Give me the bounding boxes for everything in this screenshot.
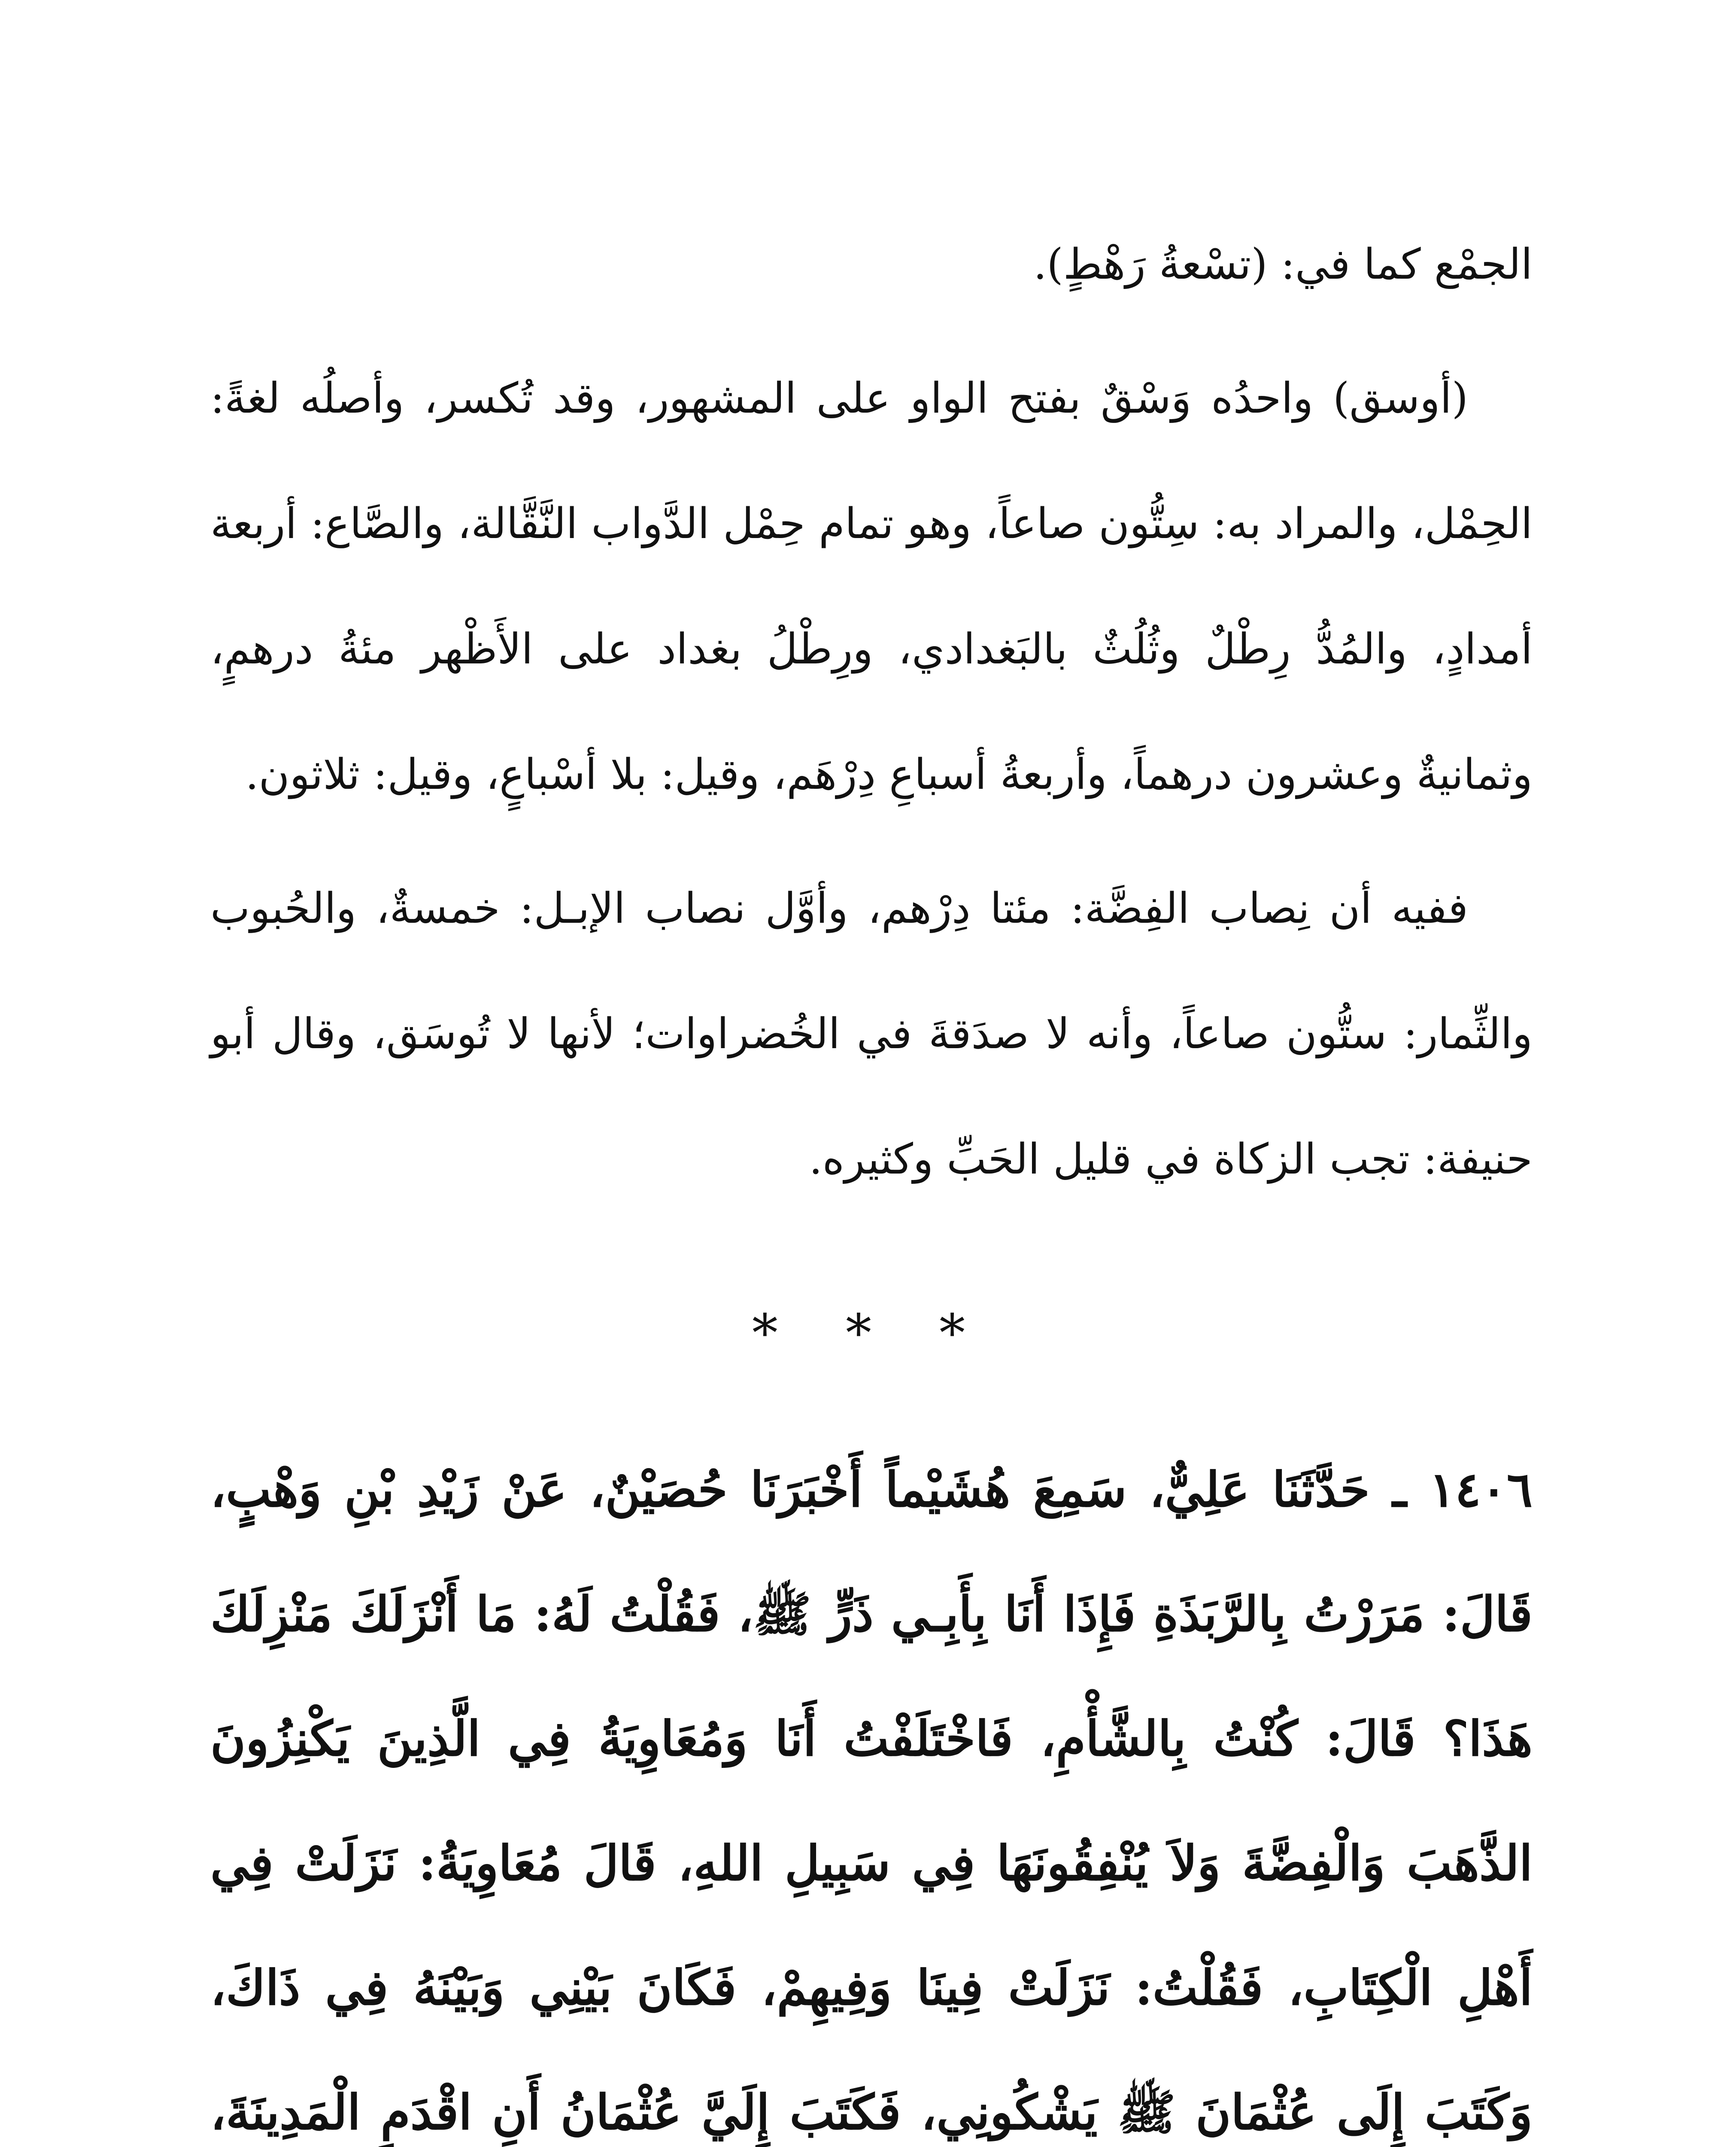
commentary-paragraph-3: ففيه أن نِصاب الفِضَّة: مئتا دِرْهم، وأوَّل نصاب الإبـل: خمسةٌ، والحُبوب والثِّمار: ستُّون صاعاً، وأنه لا صدَقةَ في الخُضراوات؛ لأنها لا تُوسَق، وقال أبو حنيفة: تجب الزكاة في قليل الحَبِّ وكثيره. — [210, 884, 1533, 1184]
section-separator: * * * — [752, 1304, 991, 1363]
commentary-section — [210, 202, 1533, 1222]
commentary-paragraph-1: الجمْع كما في: (تسْعةُ رَهْطٍ). — [1033, 240, 1533, 289]
page-body — [210, 202, 1533, 2147]
hadith-section — [210, 1428, 1533, 2147]
commentary-paragraph-2: (أوسق) واحدُه وَسْقٌ بفتح الواو على المشهور، وقد تُكسر، وأصلُه لغةً: الحِمْل، والمراد به: سِتُّون صاعاً، وهو تمام حِمْل الدَّواب النَّقَّالة، والصَّاع: أربعة أمدادٍ، والمُدُّ رِطْلٌ وثُلُثٌ بالبَغدادي، ورِطْلُ بغداد على الأَظْهر مئةُ درهمٍ، وثمانيةٌ وعشرون درهماً، وأربعةُ أسباعِ دِرْهَم، وقيل: بلا أسْباعٍ، وقيل: ثلاثون. — [210, 374, 1533, 799]
hadith-text: ١٤٠٦ ـ حَدَّثَنَا عَلِيٌّ، سَمِعَ هُشَيْماً أَخْبَرَنَا حُصَيْنٌ، عَنْ زَيْدِ بْنِ وَهْبٍ، قَالَ: مَرَرْتُ بِالرَّبَذَةِ فَإِذَا أَنَا بِأَبِـي ذَرٍّ ﷺ، فَقُلْتُ لَهُ: مَا أَنْزَلَكَ مَنْزِلَكَ هَذَا؟ قَالَ: كُنْتُ بِالشَّأْمِ، فَاخْتَلَفْتُ أَنَا وَمُعَاوِيَةُ فِي الَّذِينَ يَكْنِزُونَ الذَّهَبَ وَالْفِضَّةَ وَلاَ يُنْفِقُونَهَا فِي سَبِيلِ اللهِ، قَالَ مُعَاوِيَةُ: نَزَلَتْ فِي أَهْلِ الْكِتَابِ، فَقُلْتُ: نَزَلَتْ فِينَا وَفِيهِمْ، فَكَانَ بَيْنِي وَبَيْنَهُ فِي ذَاكَ، وَكَتَبَ إِلَى عُثْمَانَ ﷺ يَشْكُونِي، فَكَتَبَ إِلَيَّ عُثْمَانُ أَنِ اقْدَمِ الْمَدِينَةَ، — [210, 1462, 1533, 2141]
